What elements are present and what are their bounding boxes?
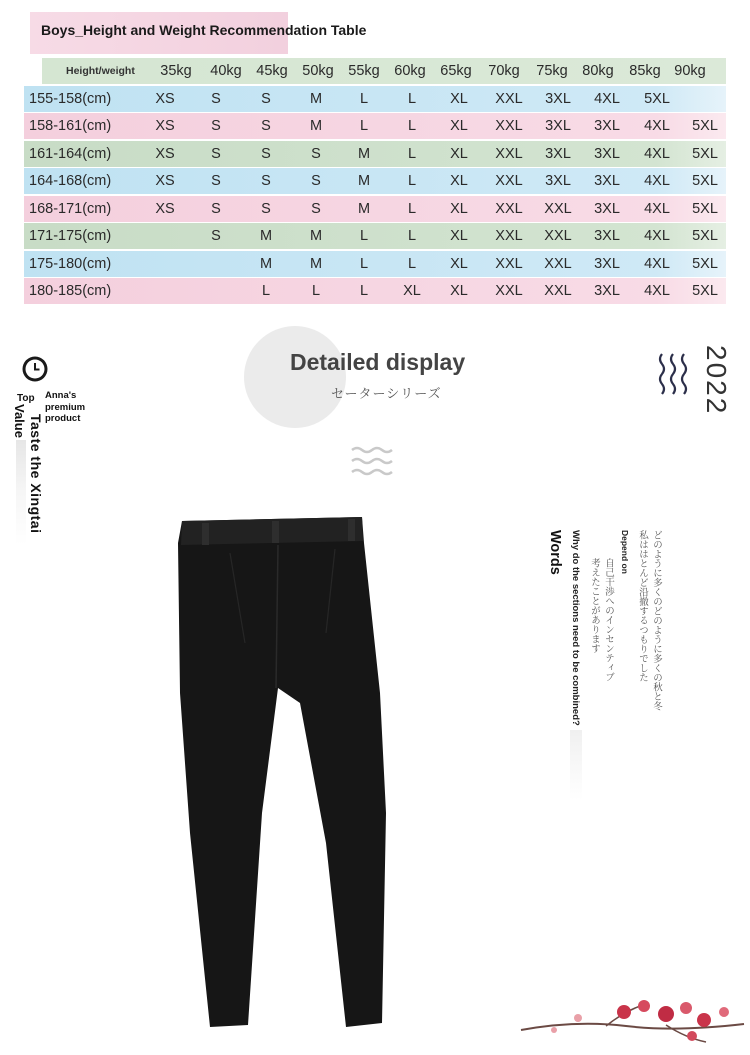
anna-line-3: product <box>45 413 81 424</box>
size-cell: XXL <box>544 255 572 272</box>
jp-line-1: 考えたことがあります <box>589 558 600 653</box>
size-cell: XL <box>450 200 468 217</box>
size-cell: XL <box>450 118 468 134</box>
size-cell <box>193 251 239 277</box>
weight-header-10: 85kg <box>629 63 661 79</box>
size-cell: S <box>311 145 321 162</box>
size-cell: L <box>359 255 369 272</box>
weight-header-5: 60kg <box>394 63 426 79</box>
size-cell: 3XL <box>594 145 620 162</box>
size-cell: S <box>211 90 221 107</box>
side-fade-strip <box>16 440 26 545</box>
jp-line-2: 自己干渉へのインセンティブ <box>603 558 614 682</box>
size-cell <box>142 278 188 304</box>
size-cell: XL <box>450 90 468 107</box>
size-cell: L <box>359 283 369 299</box>
why-label: Why do the sections need to be combined? <box>570 530 581 726</box>
taste-label: Taste the Xingtai <box>28 414 44 534</box>
size-cell: 4XL <box>644 200 670 217</box>
size-cell: 4XL <box>644 173 670 189</box>
table-row <box>24 86 726 112</box>
size-cell: 4XL <box>644 255 670 272</box>
table-row <box>24 278 726 304</box>
height-label: 155-158(cm) <box>29 90 112 107</box>
size-cell: M <box>309 255 323 272</box>
size-cell: 3XL <box>545 173 571 189</box>
size-cell: L <box>359 90 369 107</box>
height-label: 175-180(cm) <box>29 255 112 272</box>
clock-icon <box>22 356 48 382</box>
size-cell: S <box>261 118 271 134</box>
weight-header-11: 90kg <box>674 63 706 79</box>
table-title: Boys_Height and Weight Recommendation Table <box>41 22 367 38</box>
height-label: 180-185(cm) <box>29 283 112 299</box>
size-cell: L <box>359 118 369 134</box>
size-cell: L <box>407 228 417 244</box>
size-cell <box>682 86 728 112</box>
weight-header-2: 45kg <box>256 63 288 79</box>
height-label: 171-175(cm) <box>29 228 112 244</box>
weight-header-4: 55kg <box>348 63 380 79</box>
wave-lines-icon <box>350 444 398 482</box>
size-cell: S <box>311 173 321 189</box>
table-row <box>24 251 726 277</box>
size-cell: XXL <box>544 200 572 217</box>
size-cell: 5XL <box>692 118 718 134</box>
height-label: 158-161(cm) <box>29 118 112 134</box>
size-cell: 5XL <box>692 145 718 162</box>
size-cell: 4XL <box>594 90 620 107</box>
vertical-wave-lines-icon <box>656 352 692 402</box>
size-cell: 5XL <box>692 283 718 299</box>
size-cell: M <box>357 200 371 217</box>
size-cell: S <box>261 173 271 189</box>
size-cell: 3XL <box>545 90 571 107</box>
size-cell: XL <box>450 283 468 299</box>
table-row <box>24 223 726 249</box>
size-cell: S <box>211 228 221 244</box>
weight-header-9: 80kg <box>582 63 614 79</box>
table-row <box>24 141 726 167</box>
size-cell: XXL <box>544 283 572 299</box>
size-cell: XXL <box>495 255 523 272</box>
size-cell: XXL <box>495 200 523 217</box>
size-cell: S <box>261 90 271 107</box>
table-row <box>24 113 726 139</box>
size-cell: 3XL <box>594 173 620 189</box>
words-label: Words <box>547 530 563 575</box>
size-cell: L <box>407 200 417 217</box>
size-cell: M <box>259 228 273 244</box>
size-cell: 3XL <box>594 118 620 134</box>
size-cell <box>193 278 239 304</box>
size-cell: XXL <box>495 90 523 107</box>
size-cell: S <box>211 200 221 217</box>
size-cell: XS <box>155 118 175 134</box>
size-cell: L <box>407 173 417 189</box>
size-cell: 5XL <box>692 200 718 217</box>
pants-image <box>150 513 410 1033</box>
size-cell: M <box>309 228 323 244</box>
size-cell: XXL <box>495 283 523 299</box>
plum-blossom-image <box>516 990 746 1050</box>
size-cell: S <box>261 200 271 217</box>
depend-label: Depend on <box>620 530 630 574</box>
size-cell: L <box>407 118 417 134</box>
grey-circle <box>244 326 346 428</box>
size-cell: XL <box>450 145 468 162</box>
size-cell: XXL <box>544 228 572 244</box>
size-table <box>24 58 726 306</box>
size-cell: XXL <box>495 228 523 244</box>
size-cell: XL <box>450 228 468 244</box>
size-cell: XS <box>155 200 175 217</box>
height-label: 168-171(cm) <box>29 200 112 217</box>
size-cell: 5XL <box>692 173 718 189</box>
height-label: 164-168(cm) <box>29 173 112 189</box>
size-cell: S <box>311 200 321 217</box>
jp-line-4: どのように多くのどのように多くの秋と冬 <box>651 530 662 711</box>
weight-header-8: 75kg <box>536 63 568 79</box>
size-cell: 4XL <box>644 118 670 134</box>
size-cell: 4XL <box>644 283 670 299</box>
size-cell: 4XL <box>644 145 670 162</box>
weight-header-6: 65kg <box>440 63 472 79</box>
size-cell: 3XL <box>594 283 620 299</box>
size-cell: XXL <box>495 145 523 162</box>
size-cell: XS <box>155 145 175 162</box>
header-label: Height/weight <box>66 65 135 77</box>
size-cell: S <box>211 145 221 162</box>
size-cell: S <box>211 118 221 134</box>
size-cell: M <box>357 173 371 189</box>
size-cell: XL <box>450 173 468 189</box>
size-cell <box>142 223 188 249</box>
size-cell: L <box>359 228 369 244</box>
size-cell: M <box>357 145 371 162</box>
anna-label <box>45 390 85 425</box>
anna-line-1: Anna's <box>45 390 77 401</box>
detail-title: Detailed display <box>290 349 466 375</box>
size-cell: XL <box>403 283 421 299</box>
height-label: 161-164(cm) <box>29 145 112 162</box>
year-label: 2022 <box>701 345 732 416</box>
weight-header-0: 35kg <box>160 63 192 79</box>
side-top-label: Top <box>17 393 35 404</box>
size-cell: L <box>407 145 417 162</box>
weight-header-3: 50kg <box>302 63 334 79</box>
size-cell: L <box>261 283 271 299</box>
size-cell: 4XL <box>644 228 670 244</box>
size-cell: 5XL <box>644 90 670 107</box>
size-cell: L <box>407 255 417 272</box>
value-label: Value <box>12 404 27 438</box>
size-cell <box>142 251 188 277</box>
size-cell: M <box>309 118 323 134</box>
size-cell: 5XL <box>692 228 718 244</box>
jp-line-3: 私ははとんど沿撤するつもりでした <box>637 530 648 682</box>
weight-header-7: 70kg <box>488 63 520 79</box>
size-cell: XS <box>155 173 175 189</box>
size-cell: 3XL <box>594 255 620 272</box>
size-cell: XL <box>450 255 468 272</box>
size-cell: XS <box>155 90 175 107</box>
table-header-row <box>42 58 726 84</box>
size-cell: XXL <box>495 173 523 189</box>
size-cell: S <box>211 173 221 189</box>
size-cell: L <box>407 90 417 107</box>
size-cell: M <box>309 90 323 107</box>
size-cell: 3XL <box>594 228 620 244</box>
size-cell: 3XL <box>594 200 620 217</box>
size-cell: 3XL <box>545 145 571 162</box>
size-cell: 5XL <box>692 255 718 272</box>
size-cell: S <box>261 145 271 162</box>
weight-header-1: 40kg <box>210 63 242 79</box>
size-cell: XXL <box>495 118 523 134</box>
table-row <box>24 168 726 194</box>
size-cell: M <box>259 255 273 272</box>
right-fade-strip <box>570 730 582 800</box>
detail-subtitle: セーターシリーズ <box>331 387 442 402</box>
table-row <box>24 196 726 222</box>
size-cell: L <box>311 283 321 299</box>
anna-line-2: premium <box>45 401 86 413</box>
size-cell: 3XL <box>545 118 571 134</box>
